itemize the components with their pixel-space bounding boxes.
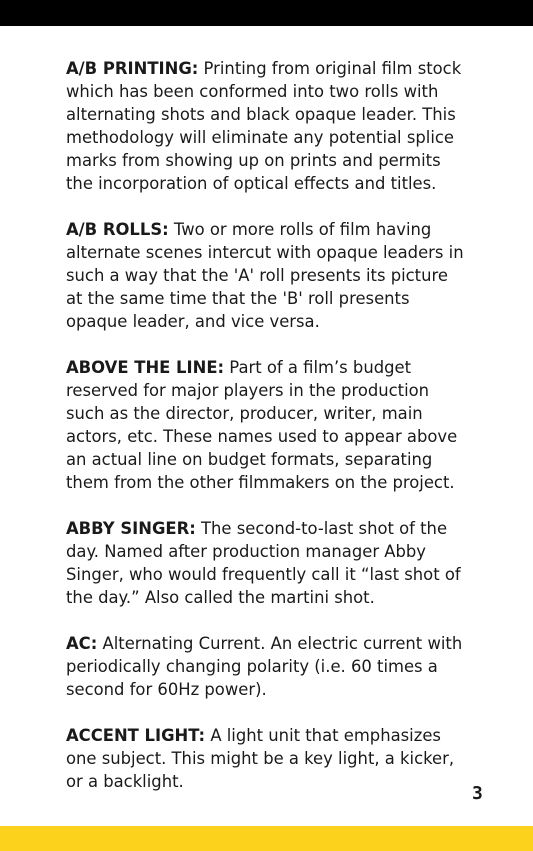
entry-term: ABBY SINGER: bbox=[66, 519, 196, 538]
entry-term: A/B PRINTING: bbox=[66, 59, 199, 78]
glossary-entry-ab-printing bbox=[66, 57, 466, 195]
glossary-entry-abby-singer bbox=[66, 517, 466, 609]
bottom-yellow-bar bbox=[0, 826, 533, 851]
glossary-entry-accent-light bbox=[66, 724, 466, 793]
entry-term: AC: bbox=[66, 634, 98, 653]
entry-definition: A light unit that emphasizes one subject. This might be a key light, a kicker, or a backlight. bbox=[66, 726, 455, 791]
glossary-content bbox=[66, 57, 466, 816]
entry-definition: The second-to-last shot of the day. Named after production manager Abby Singer, who would frequently call it “last shot of the day.” Also called the martini shot. bbox=[66, 519, 461, 607]
top-black-bar bbox=[0, 0, 533, 26]
entry-term: A/B ROLLS: bbox=[66, 220, 169, 239]
entry-definition: Part of a film’s budget reserved for major players in the production such as the director, producer, writer, main actors, etc. These names used to appear above an actual line on budget formats, separating them from the other filmmakers on the project. bbox=[66, 358, 458, 492]
glossary-entry-ab-rolls bbox=[66, 218, 466, 333]
entry-term: ABOVE THE LINE: bbox=[66, 358, 225, 377]
glossary-entry-ac bbox=[66, 632, 466, 701]
entry-definition: Two or more rolls of film having alternate scenes intercut with opaque leaders in such a way that the 'A' roll presents its picture at the same time that the 'B' roll presents opaque leader, and vice versa. bbox=[66, 220, 464, 331]
entry-definition: Alternating Current. An electric current with periodically changing polarity (i.e. 60 times a second for 60Hz power). bbox=[66, 634, 463, 699]
entry-term: ACCENT LIGHT: bbox=[66, 726, 206, 745]
page-number: 3 bbox=[472, 783, 483, 804]
glossary-entry-above-the-line bbox=[66, 356, 466, 494]
entry-definition: Printing from original film stock which has been conformed into two rolls with alternating shots and black opaque leader. This methodology will eliminate any potential splice marks from showing up on prints and permits the incorporation of optical effects and titles. bbox=[66, 59, 462, 193]
